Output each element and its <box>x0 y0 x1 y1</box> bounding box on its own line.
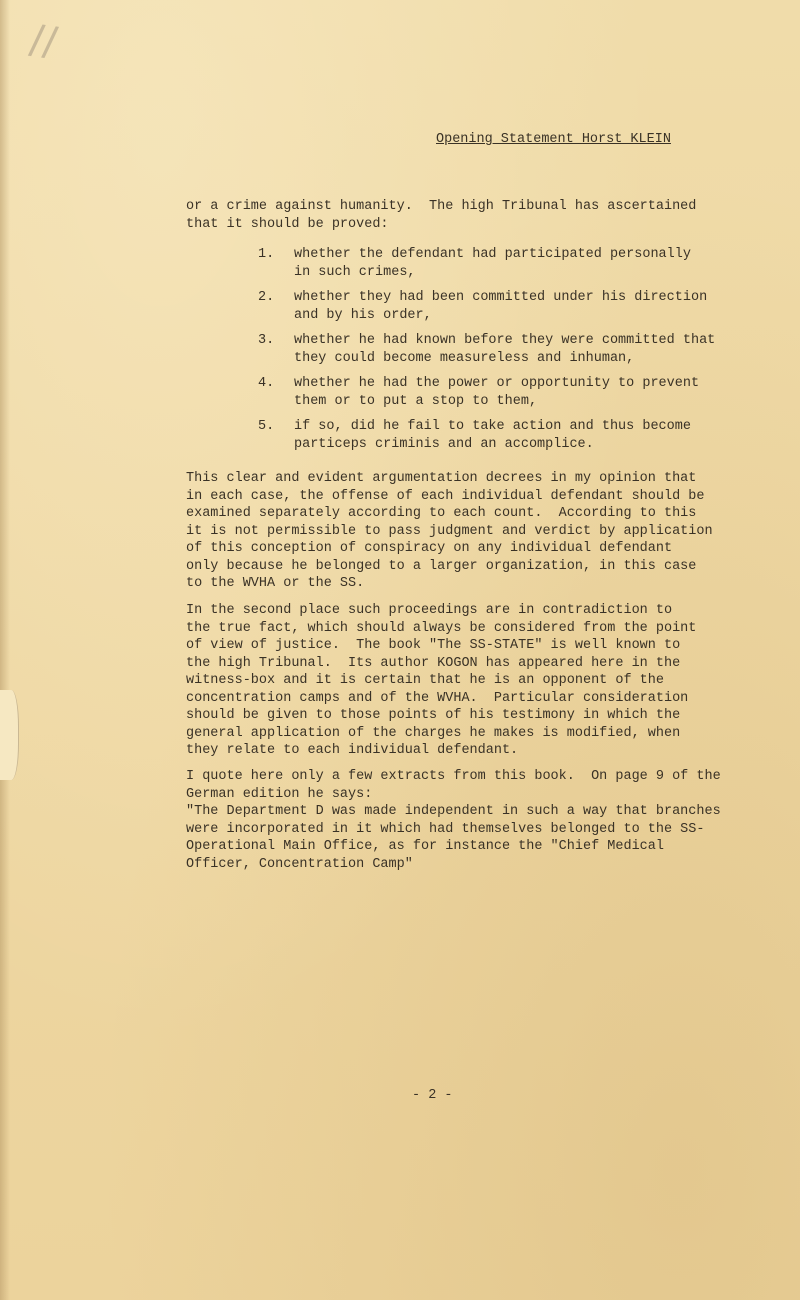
list-item-number: 3. <box>258 333 275 348</box>
list-item <box>258 375 738 410</box>
list-item-text: whether he had known before they were committed that they could become measureless and inhuman, <box>294 333 716 366</box>
criteria-list <box>258 246 738 461</box>
paragraph-quote: I quote here only a few extracts from this book. On page 9 of the German edition he says: "The Department D was made independent in such a way that branches were incorporated in it which had themselves belonged to the SS- Operational Main Office, as for instance the "Chief Medical Officer, Concentration Camp" <box>186 769 721 872</box>
pencil-mark-icon: // <box>26 16 61 66</box>
torn-edge <box>0 690 19 780</box>
list-item-text: if so, did he fail to take action and thus become particeps criminis and an accomplice. <box>294 419 691 452</box>
list-item <box>258 246 738 281</box>
list-item-number: 1. <box>258 247 275 262</box>
list-item-number: 5. <box>258 419 275 434</box>
list-item-text: whether they had been committed under his direction and by his order, <box>294 290 708 323</box>
intro-paragraph: or a crime against humanity. The high Tribunal has ascertained that it should be proved: <box>186 199 697 232</box>
paragraph-argumentation: This clear and evident argumentation decrees in my opinion that in each case, the offense of each individual defendant should be examined separately according to each count. According to this it is not permissible to pass judgment and verdict by application of this conception of conspiracy on any individual defendant only because he belonged to a larger organization, in this case to the WVHA or the SS. <box>186 471 713 591</box>
list-item-number: 2. <box>258 290 275 305</box>
list-item <box>258 289 738 324</box>
list-item-text: whether he had the power or opportunity to prevent them or to put a stop to them, <box>294 376 700 409</box>
paragraph-second-place: In the second place such proceedings are in contradiction to the true fact, which should always be considered from the point of view of justice. The book "The SS-STATE" is well known to the high Tribunal. Its author KOGON has appeared here in the witness-box and it is certain that he is an opponent of the concentration camps and of the WVHA. Particular consideration should be given to those points of his testimony in which the general application of the charges he makes is modified, when they relate to each individual defendant. <box>186 603 697 758</box>
list-item-number: 4. <box>258 376 275 391</box>
page-number: - 2 - <box>412 1088 453 1103</box>
list-item <box>258 332 738 367</box>
page-edge-shadow <box>0 0 10 1300</box>
list-item <box>258 418 738 453</box>
document-header: Opening Statement Horst KLEIN <box>436 132 671 147</box>
list-item-text: whether the defendant had participated personally in such crimes, <box>294 247 691 280</box>
